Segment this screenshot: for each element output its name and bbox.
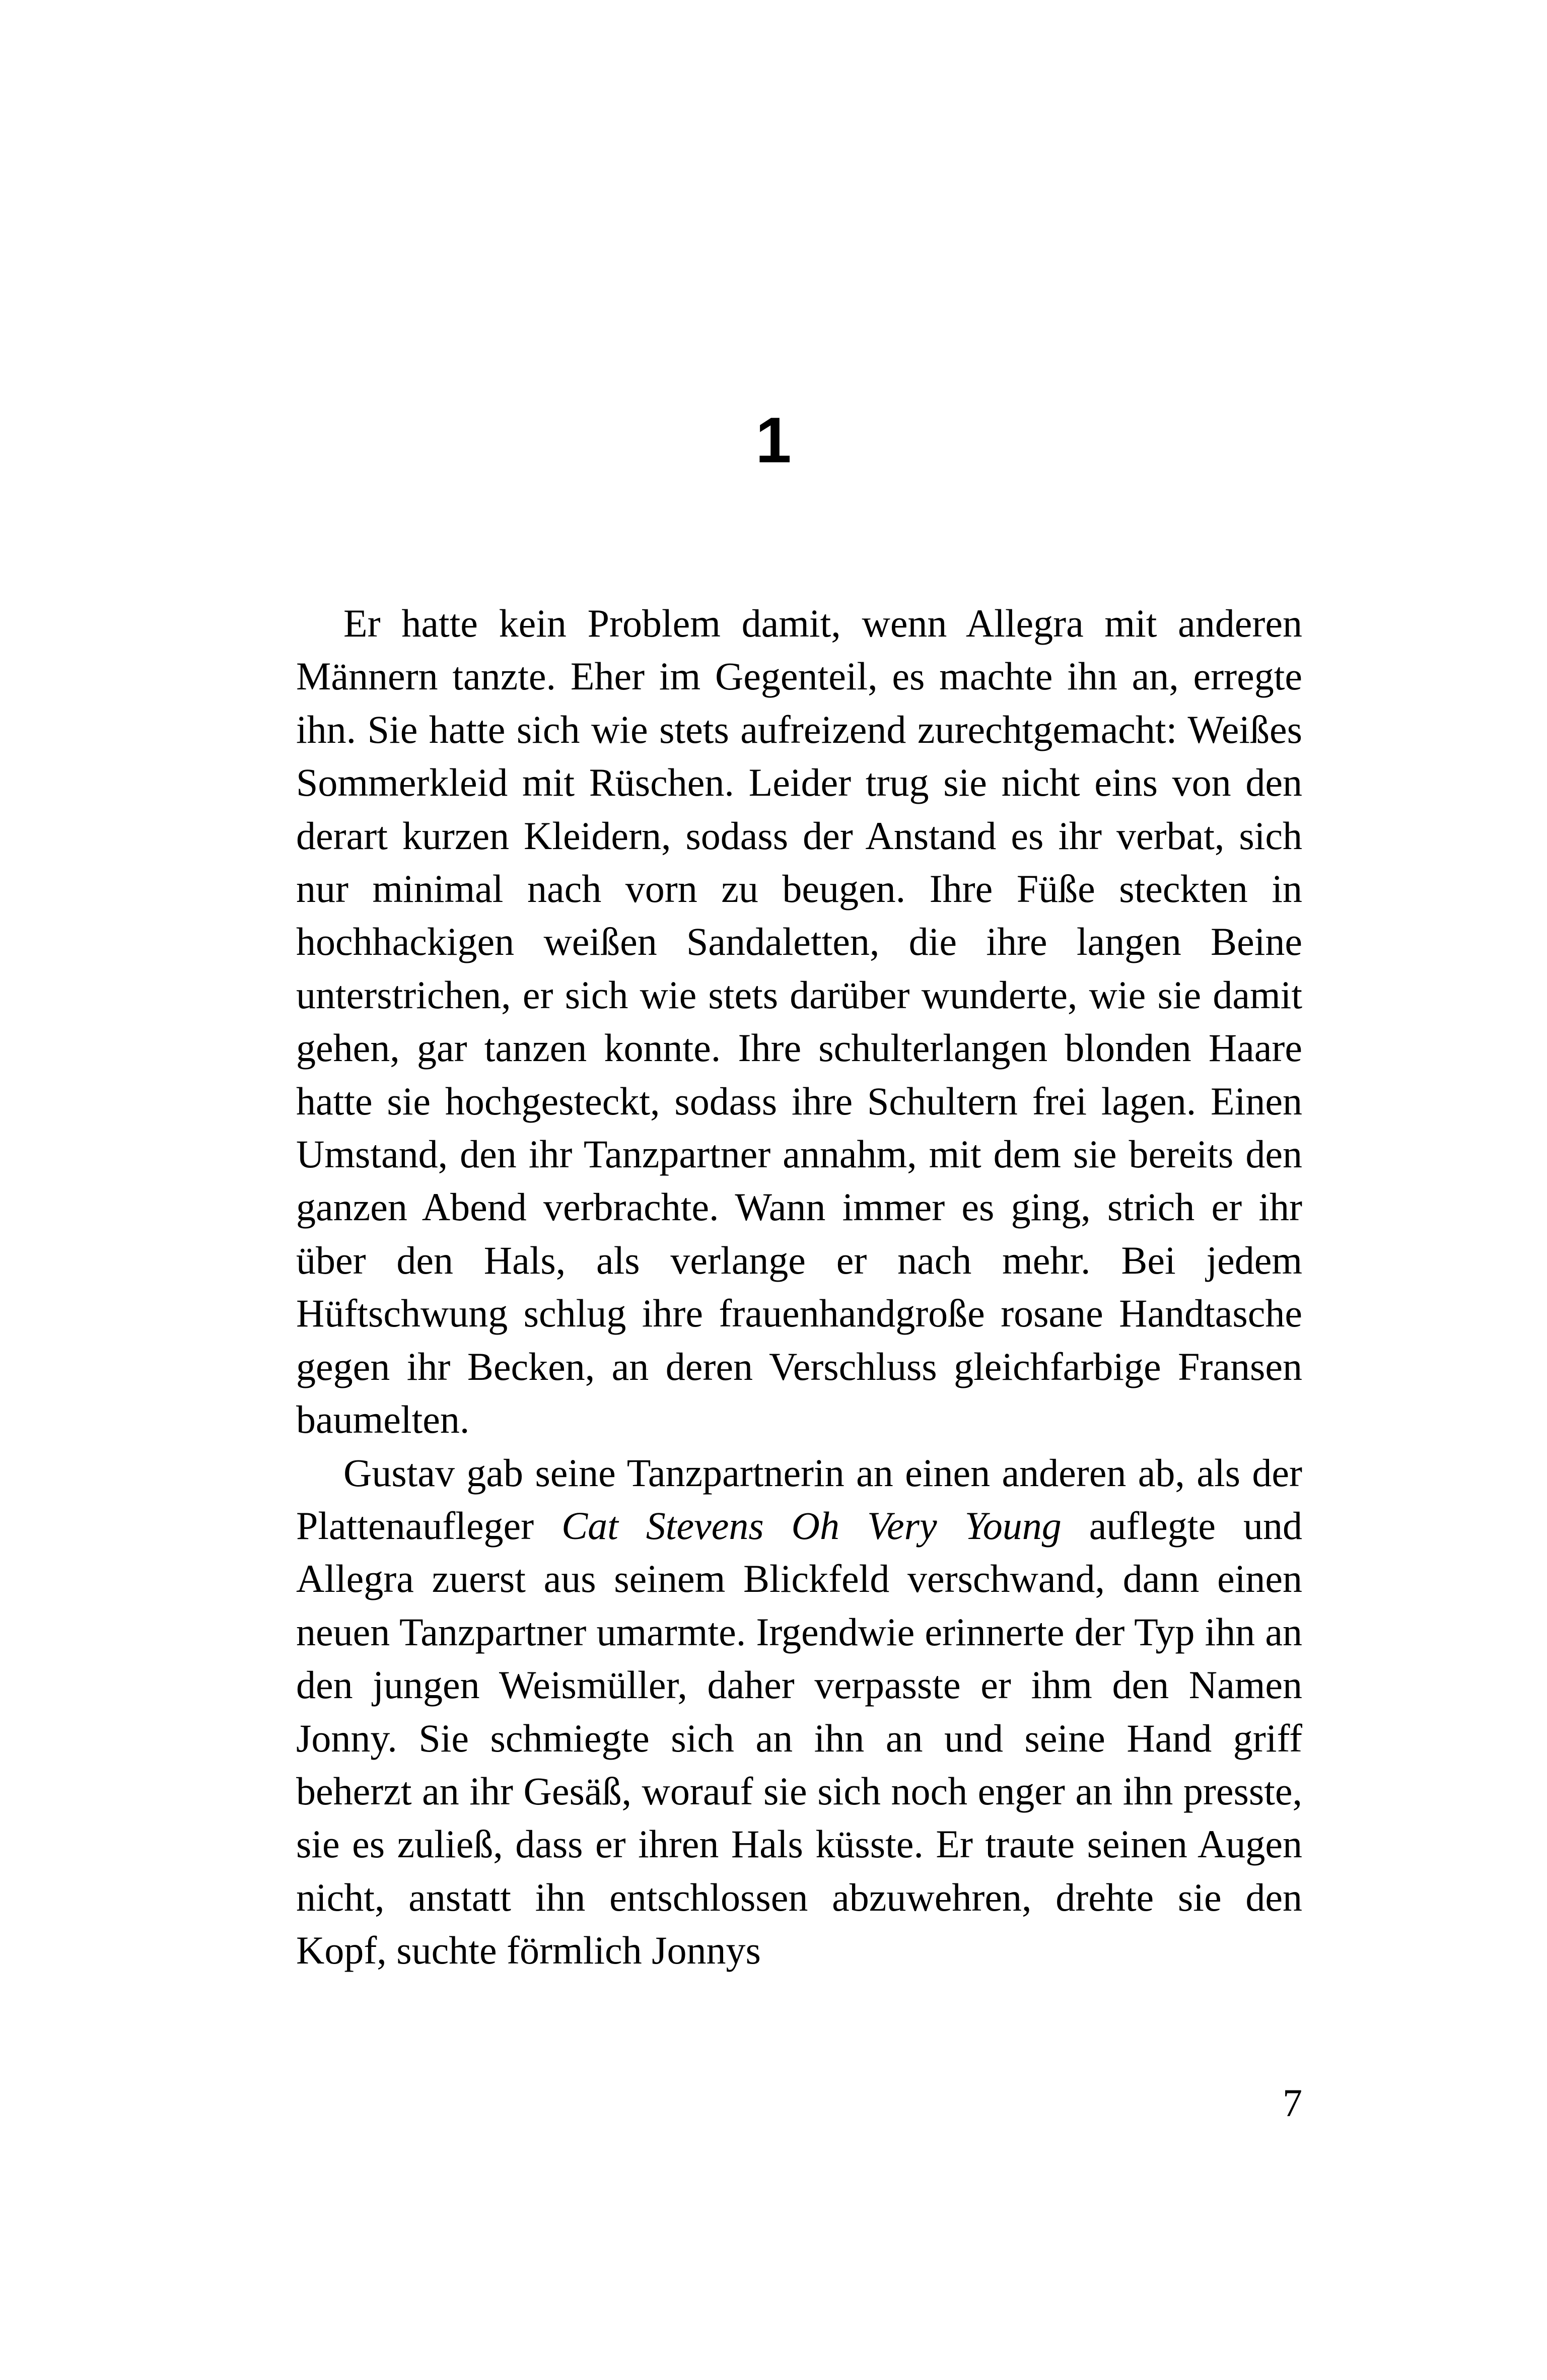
song-title-italic: Cat Stevens Oh Very Young [561,1503,1062,1548]
page-number: 7 [1283,2081,1302,2125]
paragraph-2-text-before: Gustav gab seine Tanzpartnerin an einen anderen ab, als der Plattenaufleger [296,1450,1302,1548]
chapter-number: 1 [755,404,792,476]
paragraph-2-text-after: auflegte und Allegra zuerst aus seinem Blickfeld verschwand, dann einen neuen Tanzpartner umarmte. Irgendwie erinnerte der Typ ihn an den jungen Weismüller, daher verpasste er ihm den Namen Jonny. Sie schmiegte sich an ihn an und seine Hand griff beherzt an ihr Gesäß, worauf sie sich noch enger an ihn presste, sie es zuließ, dass er ihren Hals küsste. Er traute seinen Augen nicht, anstatt ihn entschlossen abzuwehren, drehte sie den Kopf, suchte förmlich Jonnys [296,1503,1302,1973]
paragraph-2 [296,1446,1302,1977]
chapter-body [296,597,1302,1977]
paragraph-1: Er hatte kein Problem damit, wenn Allegra mit anderen Männern tanzte. Eher im Gegenteil, es machte ihn an, erregte ihn. Sie hatte sich wie stets aufreizend zurechtgemacht: Weißes Sommerkleid mit Rüschen. Leider trug sie nicht eins von den derart kurzen Kleidern, sodass der Anstand es ihr verbat, sich nur minimal nach vorn zu beugen. Ihre Füße steckten in hochhackigen weißen Sandaletten, die ihre langen Beine unterstrichen, er sich wie stets darüber wunderte, wie sie damit gehen, gar tanzen konnte. Ihre schulterlangen blonden Haare hatte sie hochgesteckt, sodass ihre Schultern frei lagen. Einen Umstand, den ihr Tanzpartner annahm, mit dem sie bereits den ganzen Abend verbrachte. Wann immer es ging, strich er ihr über den Hals, als verlange er nach mehr. Bei jedem Hüftschwung schlug ihre frauenhandgroße rosane Handtasche gegen ihr Becken, an deren Verschluss gleichfarbige Fransen baumelten. [296,601,1302,1442]
